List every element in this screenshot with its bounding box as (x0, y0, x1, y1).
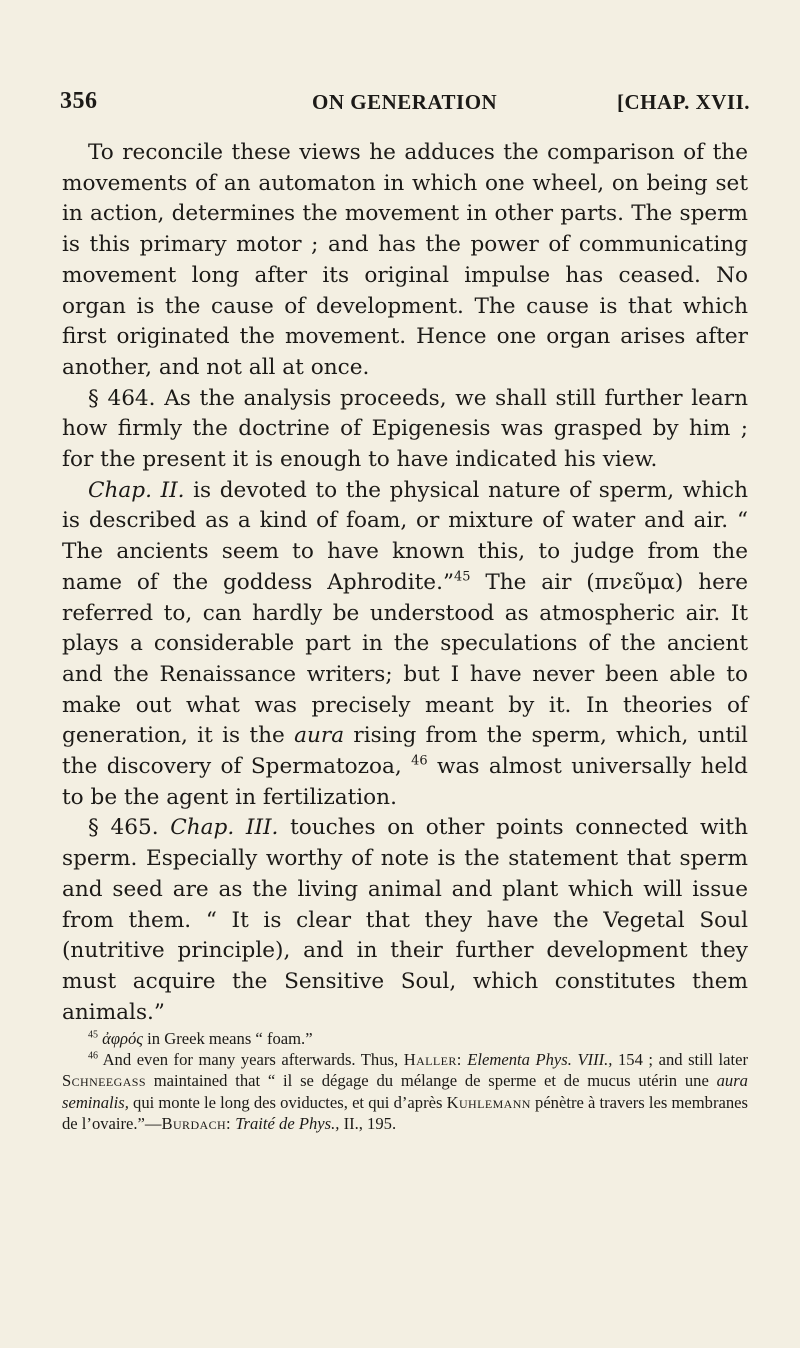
footnote-ref-45: 45 (453, 569, 471, 585)
chapter-label: [CHAP. XVII. (617, 90, 750, 114)
running-header (60, 88, 750, 120)
footnote-45: $^{45}$ ἀφρός in Greek means “ foam.” (88, 1029, 313, 1048)
chapter-reference: Chap. III. (170, 815, 279, 841)
paragraph-section-464: § 464. As the analysis proceeds, we shall still further learn how firmly the doctrine of Epigenesis was grasped by him ; for the present it is enough to have indicated his view. (62, 385, 748, 473)
paragraph-automaton: To reconcile these views he adduces the comparison of the movements of an automaton in which one wheel, on being set in action, determines the movement in other parts. The sperm is this primary motor ; and has the power of communicating movement long after its original impulse has ceased. No organ is the cause of development. The cause is that which first originated the movement. Hence one organ arises after another, and not all at once. (62, 140, 748, 380)
footnote-ref-46: 46 (411, 753, 428, 769)
chapter-reference: Chap. II. (88, 477, 185, 503)
aura-term: aura (294, 723, 345, 749)
footnote-46: $^{46}$ And even for many years afterwards. Thus, Haller: Elementa Phys. VIII., 154 ; and still later Schneegass maintained that “ il se dégage du mélange de sperme et de mucus utérin une aura seminalis, qui monte le long des oviductes, et qui d’après Kuhlemann pénètre à travers les membranes de l’ovaire.”—Burdach: Traité de Phys., II., 195. (62, 1050, 748, 1133)
page-number: 356 (60, 88, 98, 114)
running-title: ON GENERATION (312, 90, 498, 114)
footnotes (62, 1028, 748, 1134)
paragraph-section-465: § 465. Chap. III. touches on other points connected with sperm. Especially worthy of note is the statement that sperm and seed are as the living animal and plant which will issue from them. “ It is clear that they have the Vegetal Soul (nutritive principle), and in their further development they must acquire the Sensitive Soul, which constitutes them animals.” (62, 815, 748, 1025)
paragraph-chap-ii: Chap. II. is devoted to the physical nature of sperm, which is described as a kind of foam, or mixture of water and air. “ The ancients seem to have known this, to judge from the name of the goddess Aphrodite.”$^{45}$ The air (πνεῦμα) here referred to, can hardly be understood as atmospheric air. It plays a considerable part in the speculations of the ancient and the Renaissance writers; but I have never been able to make out what was precisely meant by it. In theories of generation, it is the aura rising from the sperm, which, until the discovery of Spermatozoa, $^{46}$ was almost universally held to be the agent in fertilization. (62, 477, 749, 810)
main-text (62, 138, 748, 1028)
